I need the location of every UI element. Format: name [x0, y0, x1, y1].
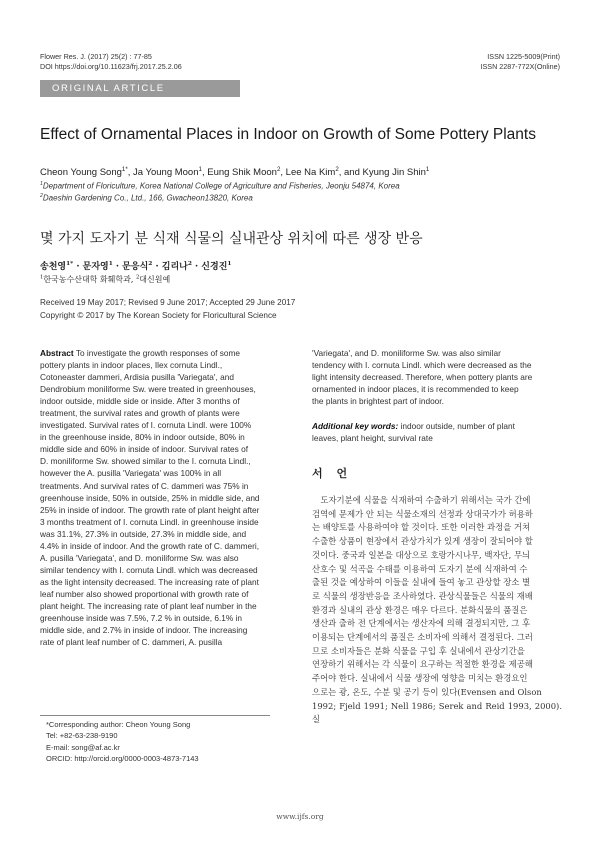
orcid: ORCID: http://orcid.org/0000-0003-4873-7143: [46, 753, 199, 763]
korean-author: 송천영: [40, 262, 67, 272]
phone: Tel: +82-63-238-9190: [46, 731, 118, 741]
abstract-line: 'Variegata', and D. moniliforme Sw. was also similar: [312, 348, 501, 358]
copyright-line: Copyright © 2017 by The Korean Society for Floricultural Science: [40, 311, 277, 320]
abstract-line: middle side, and 2.7% in inside of indoor. The increasing: [40, 625, 248, 636]
author-sup: 2: [276, 166, 281, 173]
korean-aff-text: 한국농수산대학 화훼학과,: [43, 275, 136, 284]
issn-print: ISSN 1225-5009(Print): [487, 52, 560, 61]
abstract-line: 3 months treatment of I. cornuta Lindl. in greenhouse inside: [40, 516, 259, 527]
korean-author-sup: 1*: [66, 261, 74, 267]
abstract-right-column: [312, 347, 562, 407]
corresponding-author: *Corresponding author: Cheon Young Song: [46, 720, 191, 729]
korean-aff-sup: 2: [135, 274, 140, 281]
intro-line: 환경과 실내의 관상 환경은 매우 다르다. 분화식물의 품질은: [312, 604, 528, 615]
abstract-line: 4.4% in inside of indoor. And the growth rate of C. dammeri,: [40, 540, 260, 551]
keywords-text: leaves, plant height, survival rate: [312, 433, 433, 444]
abstract-line: investigated. Survival rates of I. cornuta Lindl. were 100%: [40, 420, 252, 431]
affiliation-2: [40, 193, 560, 203]
abstract-left-column: [40, 347, 290, 648]
abstract-line: in the greenhouse inside, 80% in indoor outside, 80% in: [40, 432, 245, 443]
doi-line: DOI https://doi.org/10.11623/frj.2017.25.2.06: [40, 62, 182, 71]
abstract-line: pottery plants in indoor places, Ilex cornuta Lindl.,: [40, 360, 223, 371]
korean-author: · 문자영: [73, 262, 109, 272]
abstract-line: treatment, the survival rates and growth of plants were: [40, 408, 240, 419]
footnote: [46, 719, 199, 764]
keywords-block: [312, 420, 562, 444]
intro-line: 이용되는 단계에서의 품질은 소비자에 의해서 결정된다. 그러: [312, 632, 533, 643]
keywords-text: indoor outside, number of plant: [398, 421, 515, 431]
abstract-line: plant height. The increasing rate of plant leaf number in the: [40, 600, 257, 611]
korean-author: · 문응식: [112, 262, 149, 272]
intro-heading: 서 언: [312, 467, 353, 480]
keywords-label: Additional key words:: [312, 421, 399, 431]
author-sup: 1: [425, 166, 430, 173]
author-sup: 2: [335, 166, 339, 173]
abstract-line: middle side and 60% in inside of indoor. Survival rates of: [40, 444, 249, 455]
author-name: , Eung Shik Moon: [201, 167, 277, 179]
abstract-line: however the A. pusilla 'Variegata' was 100% in all: [40, 468, 222, 479]
abstract-line: light intensity decreased. Therefore, when pottery plants are: [312, 372, 533, 383]
intro-line: 주어야 한다. 실내에서 식물 생장에 영향을 미치는 환경요인: [312, 673, 528, 684]
affiliation-sup: 2: [40, 193, 43, 199]
abstract-line: ornamented in indoor places, it is recommended to keep: [312, 384, 519, 395]
affiliation-1: [40, 181, 560, 191]
footer-url: www.ijfs.org: [276, 812, 324, 821]
korean-author-sup: 1: [227, 261, 232, 267]
abstract-line: greenhouse inside was 7.5%, 7.2 % in outside, 6.1% in: [40, 613, 243, 624]
abstract-line: Dendrobium moniliforme Sw. were treated in greenhouses,: [40, 384, 256, 395]
email: E-mail: song@af.ac.kr: [46, 742, 120, 752]
intro-line: 는 배양토를 사용하여야 할 것이다. 또한 이러한 과정을 거쳐: [312, 522, 531, 533]
intro-line: 검역에 문제가 안 되는 식물소재의 선정과 상대국가가 허용하: [312, 508, 533, 519]
korean-author: · 신경진: [191, 262, 228, 272]
korean-affiliations: [40, 274, 170, 285]
article-title: Effect of Ornamental Places in Indoor on Growth of Some Pottery Plants: [40, 126, 536, 143]
journal-citation: Flower Res. J. (2017) 25(2) : 77-85: [40, 52, 152, 61]
intro-line: 도자기분에 식물을 식재하여 수출하기 위해서는 국가 간에: [312, 495, 531, 505]
korean-title: 몇 가지 도자기 분 식재 식물의 실내관상 위치에 따른 생장 반응: [40, 231, 423, 247]
intro-line: 므로 소비자들은 분화 식물을 구입 후 실내에서 관상기간을: [312, 645, 525, 656]
intro-line: 1992; Fjeld 1991; Nell 1986; Serek and Reid 1993, 2000). 실: [312, 700, 562, 725]
korean-author-sup: 1: [108, 261, 113, 267]
intro-line: 출된 것을 예상하여 이들을 실내에 들여 놓고 관상할 장소 별: [312, 577, 531, 588]
abstract-line: greenhouse inside, 50% in outside, 25% in middle side, and: [40, 492, 260, 503]
korean-aff-sup: 1: [40, 274, 44, 281]
issn-online: ISSN 2287-772X(Online): [480, 62, 560, 71]
author-name: , Ja Young Moon: [127, 167, 199, 179]
korean-author-sup: 2: [148, 261, 153, 267]
affiliation-sup: 1: [40, 181, 43, 187]
korean-aff-text: 대신원예: [139, 275, 171, 284]
korean-author-sup: 2: [187, 261, 192, 267]
abstract-line: 25% in inside of indoor. The growth rate of plant height after: [40, 504, 260, 515]
intro-line: 로 식물의 생장반응을 조사하였다. 관상식물들은 식물의 재배: [312, 590, 533, 601]
intro-line: 으로는 광, 온도, 수분 및 공기 등이 있다(Evensen and Olson: [312, 686, 542, 697]
abstract-line: [40, 347, 290, 359]
affiliation-text: Department of Floriculture, Korea National College of Agriculture and Fisheries, Jeonju 54874, Korea: [42, 181, 400, 191]
intro-line: 것이다. 중국과 일본을 대상으로 호랑가시나무, 백자단, 무늬: [312, 549, 531, 560]
intro-body: [312, 494, 562, 727]
abstract-line: A. pusilla 'Variegata', and D. moniliforme Sw. was also: [40, 552, 239, 563]
author-name: Cheon Young Song: [40, 167, 122, 179]
intro-line: 연장하기 위해서는 각 식물이 요구하는 적절한 환경을 제공해: [312, 659, 533, 670]
author-sup: 1*: [121, 166, 128, 173]
abstract-line: indoor outside, middle side or inside. After 3 months of: [40, 396, 240, 407]
abstract-line: the plants in brightest part of indoor.: [312, 396, 444, 407]
abstract-line: leaf number also showed proportional with growth rate of: [40, 588, 249, 599]
intro-line: 산호수 및 석곡을 수태를 이용하여 도자기 분에 식재하여 수: [312, 563, 528, 574]
abstract-line: D. moniliforme Sw. showed similar to the I. cornuta Lindl.,: [40, 456, 251, 467]
article-type-banner: ORIGINAL ARTICLE: [40, 80, 240, 97]
history-line: Received 19 May 2017; Revised 9 June 2017; Accepted 29 June 2017: [40, 298, 296, 307]
abstract-line: Cotoneaster dammeri, Ardisia pusilla 'Variegata', and: [40, 372, 234, 383]
abstract-line: tendency with I. cornuta Lindl. which were decreased as the: [312, 360, 532, 371]
intro-line: 수출한 상품이 현장에서 관상가치가 있게 생장이 잘되어야 할: [312, 536, 533, 547]
korean-author-list: [40, 259, 231, 272]
author-sup: 1: [198, 166, 202, 173]
abstract-line: as the light intensity decreased. The increasing rate of plant: [40, 576, 259, 587]
korean-author: · 김리나: [152, 262, 188, 272]
abstract-line: was 31.1%, 27.3% in outside, 27.3% in middle side, and: [40, 528, 247, 539]
abstract-text: To investigate the growth responses of some: [73, 348, 241, 358]
article-dates: [40, 296, 295, 322]
author-name: , Lee Na Kim: [280, 167, 336, 179]
author-name: , and Kyung Jin Shin: [338, 167, 426, 179]
abstract-line: rate of plant leaf number of C. dammeri, A. pusilla: [40, 637, 223, 648]
abstract-line: similar tendency with I. cornuta Lindl. which was decreased: [40, 564, 258, 575]
abstract-line: treatments. And survival rates of C. dammeri was 75% in: [40, 480, 249, 491]
footnote-rule: [40, 715, 270, 716]
affiliation-text: Daeshin Gardening Co., Ltd., 166, Gwacheon13820, Korea: [42, 193, 253, 203]
intro-line: 생산과 출하 전 단계에서는 생산자에 의해 결정되지만, 그 후: [312, 618, 531, 629]
author-list: [40, 166, 560, 178]
abstract-label: Abstract: [40, 348, 74, 358]
